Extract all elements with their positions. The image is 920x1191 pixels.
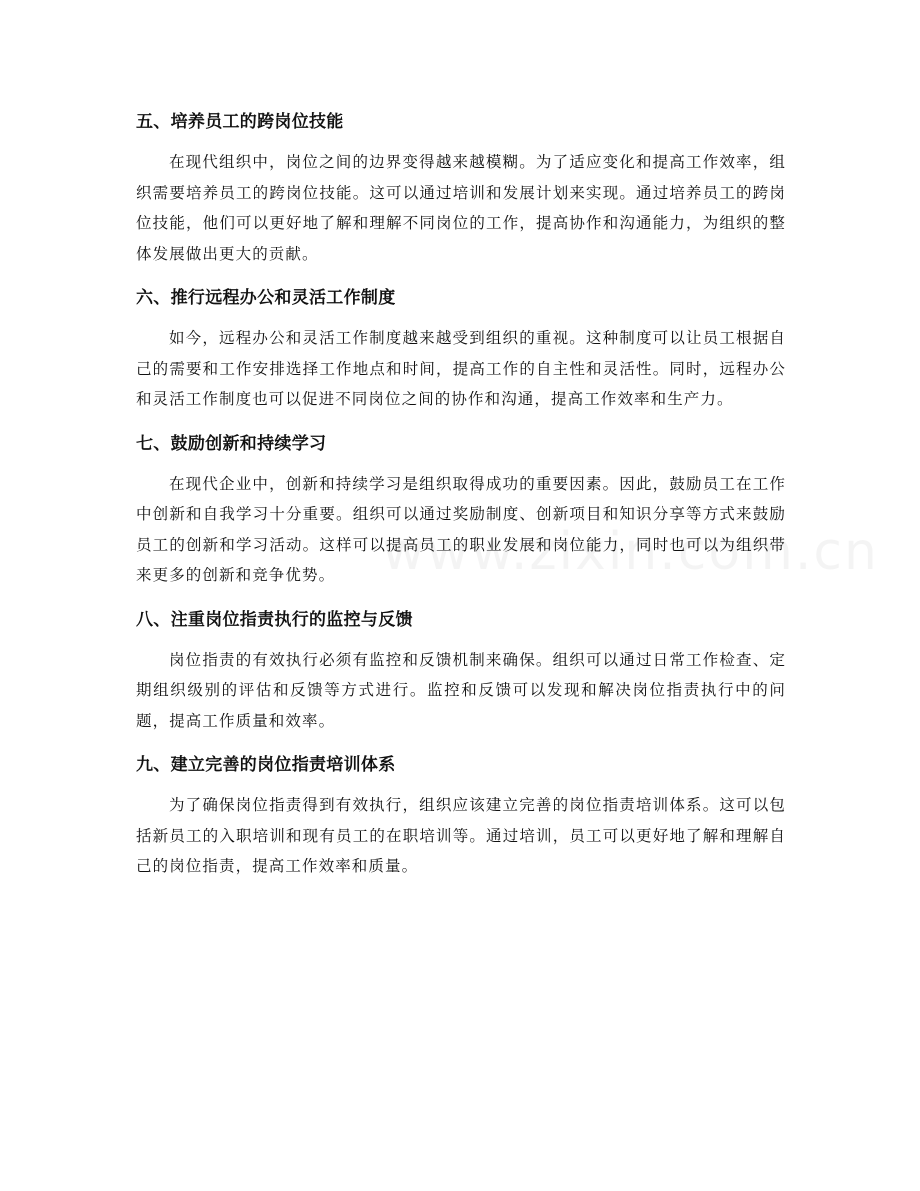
section-5 [136,104,786,269]
section-heading: 八、注重岗位指责执行的监控与反馈 [136,609,413,630]
section-7 [136,426,786,591]
section-6 [136,280,786,415]
section-paragraph: 在现代组织中，岗位之间的边界变得越来越模糊。为了适应变化和提高工作效率，组织需要培养员工的跨岗位技能。这可以通过培训和发展计划来实现。通过培养员工的跨岗位技能，他们可以更好地了解和理解不同岗位的工作，提高协作和沟通能力，为组织的整体发展做出更大的贡献。 [136,153,786,263]
section-paragraph: 为了确保岗位指责得到有效执行，组织应该建立完善的岗位指责培训体系。这可以包括新员工的入职培训和现有员工的在职培训等。通过培训，员工可以更好地了解和理解自己的岗位指责，提高工作效率和质量。 [136,796,786,875]
section-heading: 五、培养员工的跨岗位技能 [136,112,344,132]
section-heading: 七、鼓励创新和持续学习 [136,433,327,454]
section-paragraph: 如今，远程办公和灵活工作制度越来越受到组织的重视。这种制度可以让员工根据自己的需要和工作安排选择工作地点和时间，提高工作的自主性和灵活性。同时，远程办公和灵活工作制度也可以促进不同岗位之间的协作和沟通，提高工作效率和生产力。 [136,329,786,408]
section-9 [136,747,786,882]
section-8 [136,602,786,737]
section-heading: 六、推行远程办公和灵活工作制度 [136,288,396,308]
section-paragraph: 岗位指责的有效执行必须有监控和反馈机制来确保。组织可以通过日常工作检查、定期组织级别的评估和反馈等方式进行。监控和反馈可以发现和解决岗位指责执行中的问题，提高工作质量和效率。 [136,650,786,730]
document-body [136,104,786,893]
section-paragraph: 在现代企业中，创新和持续学习是组织取得成功的重要因素。因此，鼓励员工在工作中创新和自我学习十分重要。组织可以通过奖励制度、创新项目和知识分享等方式来鼓励员工的创新和学习活动。这样可以提高员工的职业发展和岗位能力，同时也可以为组织带来更多的创新和竞争优势。 [136,474,786,584]
section-heading: 九、建立完善的岗位指责培训体系 [136,755,396,775]
